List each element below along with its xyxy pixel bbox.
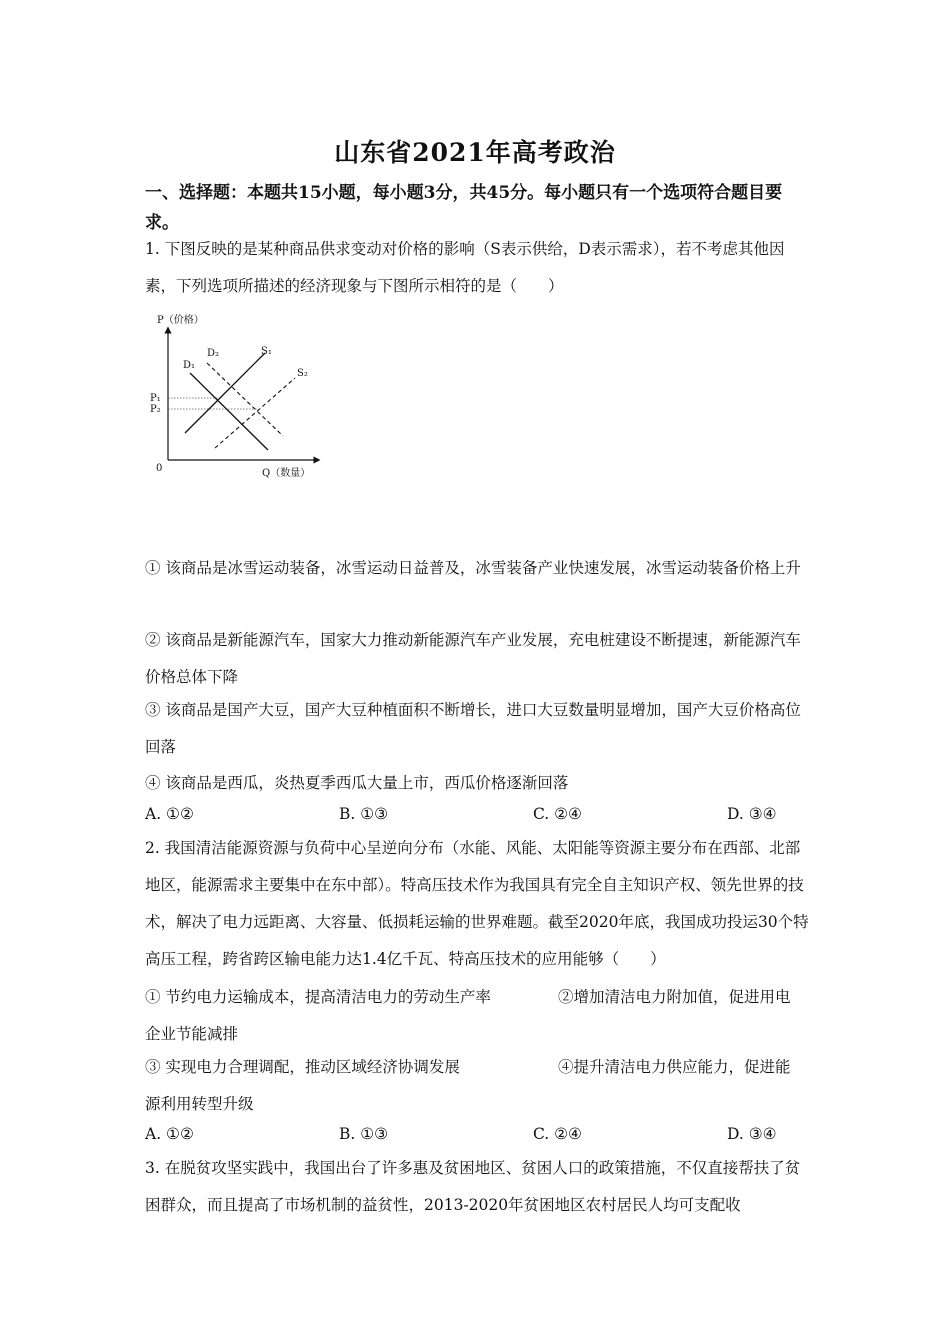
graph-p2-label: P₂ (150, 404, 161, 415)
question-2-option-a[interactable]: A. ①② (145, 1125, 194, 1143)
graph-p1-label: P₁ (150, 393, 161, 404)
question-1-stem: 1. 下图反映的是某种商品供求变动对价格的影响（S表示供给，D表示需求），若不考虑其他因素，下列选项所描述的经济现象与下图所示相符的是（ ） (145, 240, 785, 295)
graph-origin: 0 (156, 463, 163, 474)
question-2-item-3: ③ 实现电力合理调配，推动区域经济协调发展 (145, 1058, 460, 1076)
section-heading: 一、选择题：本题共15小题，每小题3分，共45分。每小题只有一个选项符合题目要求。 (145, 183, 783, 233)
graph-s1-label: S₁ (261, 346, 272, 357)
question-1-item-1: ① 该商品是冰雪运动装备，冰雪运动日益普及，冰雪装备产业快速发展，冰雪运动装备价格上升 (145, 559, 801, 577)
question-1-item-2: ② 该商品是新能源汽车，国家大力推动新能源汽车产业发展，充电桩建设不断提速，新能源汽车价格总体下降 (145, 631, 801, 686)
graph-d1-label: D₁ (183, 360, 196, 371)
question-2-item-4-cont: 源利用转型升级 (145, 1095, 254, 1113)
question-1-option-a[interactable]: A. ①② (145, 805, 194, 823)
page-title: 山东省2021年高考政治 (334, 138, 616, 167)
graph-s2-label: S₂ (297, 368, 308, 379)
supply-curve-s1 (185, 353, 265, 433)
question-2-item-2-cont: 企业节能减排 (145, 1025, 239, 1043)
graph-y-label: P（价格） (157, 315, 204, 326)
question-1-item-4: ④ 该商品是西瓜，炎热夏季西瓜大量上市，西瓜价格逐渐回落 (145, 774, 569, 792)
question-2-item-4: ④提升清洁电力供应能力，促进能 (558, 1058, 791, 1076)
question-2-option-c[interactable]: C. ②④ (533, 1125, 582, 1143)
question-2-option-b[interactable]: B. ①③ (339, 1125, 389, 1143)
question-1-item-3: ③ 该商品是国产大豆，国产大豆种植面积不断增长，进口大豆数量明显增加，国产大豆价格高位回落 (145, 701, 801, 756)
question-3-stem: 3. 在脱贫攻坚实践中，我国出台了许多惠及贫困地区、贫困人口的政策措施，不仅直接帮扶了贫困群众，而且提高了市场机制的益贫性，2013-2020年贫困地区农村居民人均可支配收 (145, 1159, 801, 1214)
question-2-option-d[interactable]: D. ③④ (727, 1125, 777, 1143)
question-2-item-2: ②增加清洁电力附加值，促进用电 (558, 988, 791, 1006)
question-1-option-c[interactable]: C. ②④ (533, 805, 582, 823)
graph-x-label: Q（数量） (262, 468, 311, 479)
question-2-item-1: ① 节约电力运输成本，提高清洁电力的劳动生产率 (145, 988, 491, 1006)
question-2-stem: 2. 我国清洁能源资源与负荷中心呈逆向分布（水能、风能、太阳能等资源主要分布在西部、北部地区，能源需求主要集中在东中部）。特高压技术作为我国具有完全自主知识产权、领先世界的技术，解决了电力远距离、大容量、低损耗运输的世界难题。截至2020年底，我国成功投运30个特高压工程，跨省跨区输电能力达1.4亿千瓦、特高压技术的应用能够（ ） (145, 839, 809, 968)
question-1-option-d[interactable]: D. ③④ (727, 805, 777, 823)
supply-demand-graph (145, 308, 335, 488)
graph-d2-label: D₂ (207, 348, 220, 359)
question-1-option-b[interactable]: B. ①③ (339, 805, 389, 823)
